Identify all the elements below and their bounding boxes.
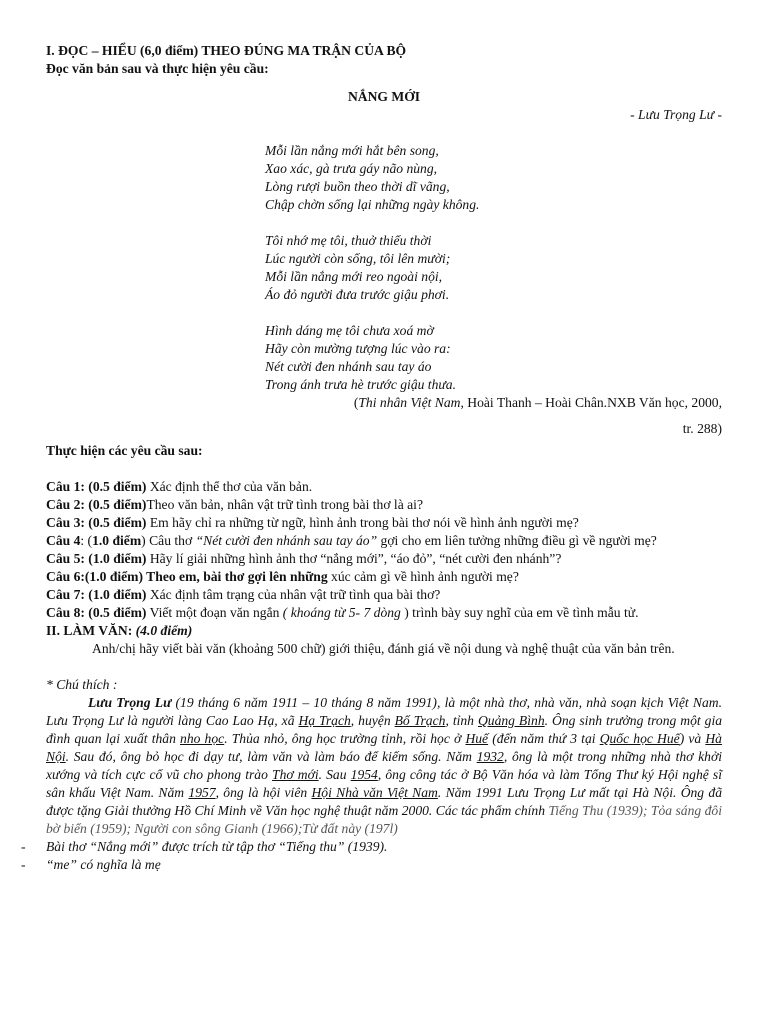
question-8: Câu 8: (0.5 điểm) Viết một đoạn văn ngắn ( khoáng từ 5- 7 dòng ) trình bày suy nghĩ của em về tình mẫu tử. xyxy=(46,605,639,620)
notes-heading: * Chú thích : xyxy=(46,677,118,692)
document-page xyxy=(21,42,723,874)
essay-prompt: Anh/chị hãy viết bài văn (khoảng 500 chữ) giới thiệu, đánh giá về nội dung và nghệ thuật của văn bản trên. xyxy=(92,641,675,656)
poem-line: Trong ánh trưa hè trước giậu thưa. xyxy=(265,377,456,392)
author-biography: Lưu Trọng Lư (19 tháng 6 năm 1911 – 10 tháng 8 năm 1991), là một nhà thơ, nhà văn, nhà soạn kịch Việt Nam. Lưu Trọng Lư là người làng Cao Lao Hạ, xã Hạ Trạch, huyện Bố Trạch, tỉnh Quảng Bình. Ông sinh trưởng trong một gia đình quan lại xuất thân nho học. Thủa nhỏ, ông học trường tỉnh, rồi học ở Huế (đến năm thứ 3 tại Quốc học Huế) và Hà Nội. Sau đó, ông bỏ học đi dạy tư, làm văn và làm báo để kiếm sống. Năm 1932, ông là một trong những nhà thơ khởi xướng và tích cực cổ vũ cho phong trào Thơ mới. Sau 1954, ông công tác ở Bộ Văn hóa và làm Tổng Thư ký Hội nghệ sĩ sân khấu Việt Nam. Năm 1957, ông là hội viên Hội Nhà văn Việt Nam. Năm 1991 Lưu Trọng Lư mất tại Hà Nội. Ông đã được tặng Giải thưởng Hồ Chí Minh về Văn học nghệ thuật năm 2000. Các tác phẩm chính Tiếng Thu (1939); Tỏa sáng đôi bờ biển (1959); Người con sông Gianh (1966);Từ đất này (197l) xyxy=(46,695,723,836)
poem-stanza xyxy=(265,142,722,214)
question-4: Câu 4: (1.0 điểm) Câu thơ “Nét cười đen nhánh sau tay áo” gợi cho em liên tưởng những điều gì về người mẹ? xyxy=(46,533,657,548)
section1-heading: I. ĐỌC – HIỂU (6,0 điểm) THEO ĐÚNG MA TRẬN CỦA BỘ xyxy=(46,43,407,58)
note-bullet: - Bài thơ “Nắng mới” được trích từ tập thơ “Tiếng thu” (1939). xyxy=(21,839,388,854)
poem-line: Lúc người còn sống, tôi lên mười; xyxy=(265,251,451,266)
poem-line: Mỗi lần nắng mới reo ngoài nội, xyxy=(265,269,443,284)
poem-line: Áo đỏ người đưa trước giậu phơi. xyxy=(265,287,450,302)
note-bullet: - “me” có nghĩa là mẹ xyxy=(21,857,161,872)
source-book-title: Thi nhân Việt Nam xyxy=(358,395,461,410)
poem-line: Hình dáng mẹ tôi chưa xoá mờ xyxy=(265,323,434,338)
poem-stanza xyxy=(265,322,722,394)
question-1: Câu 1: (0.5 điểm) Xác định thể thơ của văn bản. xyxy=(46,479,313,494)
poem-title: NẮNG MỚI xyxy=(347,89,421,104)
poem-body xyxy=(265,142,722,394)
section2-heading: II. LÀM VĂN: (4.0 điểm) xyxy=(46,623,193,638)
tasks-heading: Thực hiện các yêu cầu sau: xyxy=(46,443,203,458)
poem-line: Lòng rượi buồn theo thời dĩ vãng, xyxy=(265,179,450,194)
question-5: Câu 5: (1.0 điểm) Hãy lí giải những hình ảnh thơ “nắng mới”, “áo đỏ”, “nét cười đen nhánh”? xyxy=(46,551,562,566)
poem-line: Chập chờn sống lại những ngày không. xyxy=(265,197,480,212)
poem-author: - Lưu Trọng Lư - xyxy=(630,107,722,122)
poem-line: Nét cười đen nhánh sau tay áo xyxy=(265,359,432,374)
question-7: Câu 7: (1.0 điểm) Xác định tâm trạng của nhân vật trữ tình qua bài thơ? xyxy=(46,587,441,602)
poem-line: Xao xác, gà trưa gáy não nùng, xyxy=(265,161,438,176)
poem-stanza xyxy=(265,232,722,304)
poem-source: (Thi nhân Việt Nam, Hoài Thanh – Hoài Chân.NXB Văn học, 2000, xyxy=(353,395,722,410)
poem-line: Mỗi lần nắng mới hắt bên song, xyxy=(265,143,439,158)
poem-line: Hãy còn mường tượng lúc vào ra: xyxy=(265,341,451,356)
main-works: Tiếng Thu (1939); Tỏa sáng đôi bờ biển (1959); Người con sông Gianh (1966);Từ đất này (197l) xyxy=(46,803,722,836)
question-6: Câu 6:(1.0 điểm) Theo em, bài thơ gợi lên những xúc cảm gì về hình ảnh người mẹ? xyxy=(46,569,519,584)
question-2: Câu 2: (0.5 điểm)Theo văn bản, nhân vật trữ tình trong bài thơ là ai? xyxy=(46,497,423,512)
reading-instruction: Đọc văn bản sau và thực hiện yêu cầu: xyxy=(46,61,269,76)
poem-line: Tôi nhớ mẹ tôi, thuở thiếu thời xyxy=(265,233,432,248)
question-3: Câu 3: (0.5 điểm) Em hãy chỉ ra những từ ngữ, hình ảnh trong bài thơ nói về hình ảnh người mẹ? xyxy=(46,515,579,530)
author-name: Lưu Trọng Lư xyxy=(88,695,172,710)
poem-source-page: tr. 288) xyxy=(682,421,722,436)
